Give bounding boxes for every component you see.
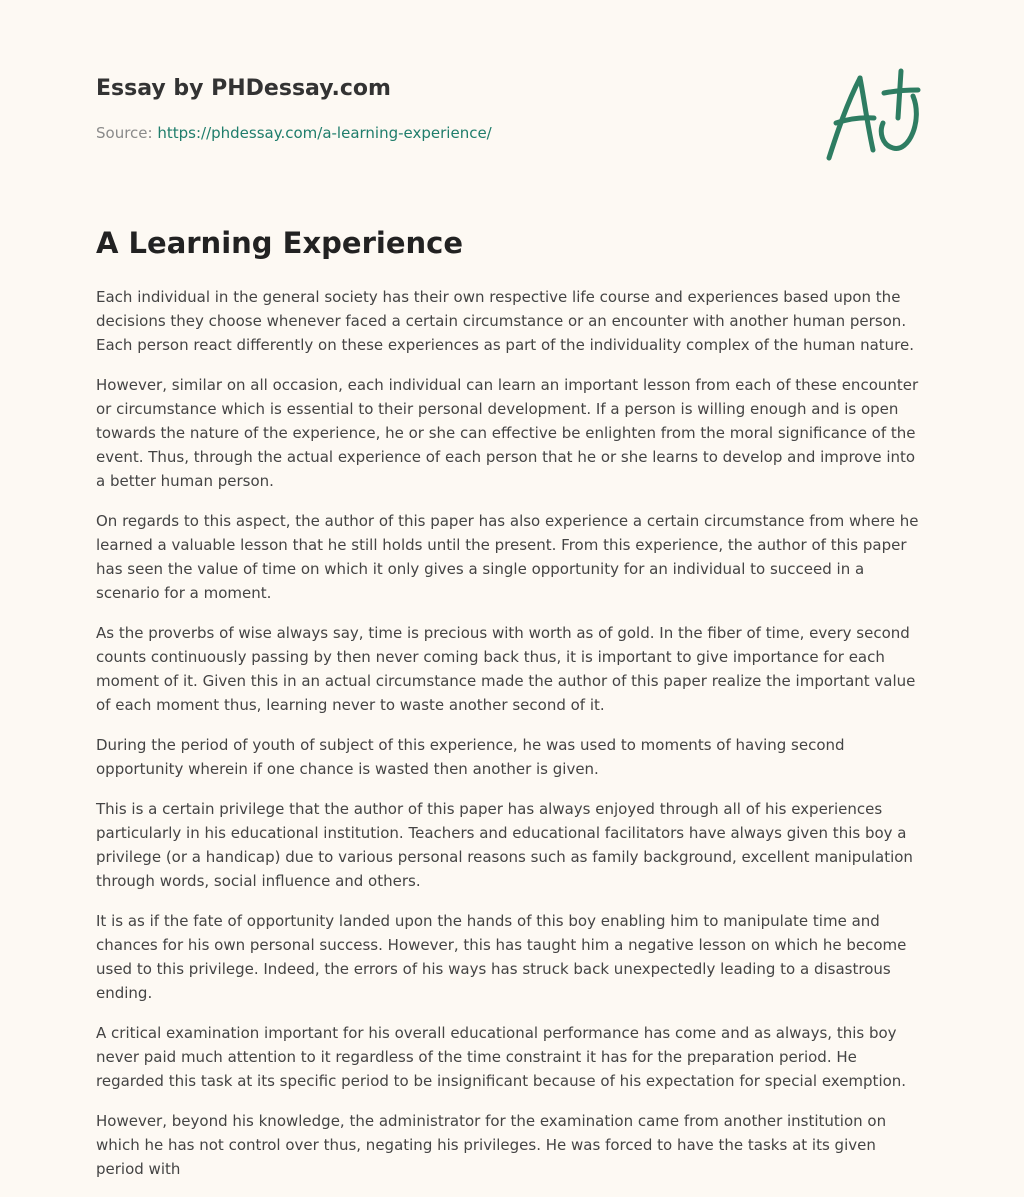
logo-plus-vertical xyxy=(898,71,901,118)
essay-paragraph: However, beyond his knowledge, the administrator for the examination came from another institution on which he has not control over thus, negating his privileges. He was forced to have the tasks at its given period with xyxy=(96,1112,887,1178)
essay-paragraph: Each individual in the general society has their own respective life course and experiences based upon the decisions they choose whenever faced a certain circumstance or an encounter with another human person. Each person react differently on these experiences as part of the individuality complex of the human nature. xyxy=(96,288,915,354)
essay-paragraph: During the period of youth of subject of this experience, he was used to moments of having second opportunity wherein if one chance is wasted then another is given. xyxy=(96,736,845,778)
source-link[interactable]: https://phdessay.com/a-learning-experience/ xyxy=(157,124,492,142)
essay-paragraph: A critical examination important for his overall educational performance has come and as always, this boy never paid much attention to it regardless of the time constraint it has for the preparation period. He regarded this task at its specific period to be insignificant because of his expectation for special exemption. xyxy=(96,1024,907,1090)
essay-body xyxy=(96,285,928,1197)
logo-plus-horizontal xyxy=(884,90,918,93)
essay-paragraph: On regards to this aspect, the author of this paper has also experience a certain circumstance from where he learned a valuable lesson that he still holds until the present. From this experience, the author of this paper has seen the value of time on which it only gives a single opportunity for an individual to succeed in a scenario for a moment. xyxy=(96,512,919,602)
source-line xyxy=(96,124,492,142)
essay-title: A Learning Experience xyxy=(96,226,464,260)
source-label: Source: xyxy=(96,124,153,142)
logo-a-right-stroke xyxy=(860,78,873,150)
site-title: Essay by PHDessay.com xyxy=(96,76,391,101)
a-plus-logo-icon xyxy=(822,68,926,166)
essay-paragraph: As the proverbs of wise always say, time is precious with worth as of gold. In the fiber of time, every second counts continuously passing by then never coming back thus, it is important to give importance for each moment of it. Given this in an actual circumstance made the author of this paper realize the important value of each moment thus, learning never to waste another second of it. xyxy=(96,624,916,714)
essay-paragraph: However, similar on all occasion, each individual can learn an important lesson from each of these encounter or circumstance which is essential to their personal development. If a person is willing enough and is open towards the nature of the experience, he or she can effective be enlighten from the moral significance of the event. Thus, through the actual experience of each person that he or she learns to develop and improve into a better human person. xyxy=(96,376,919,490)
essay-paragraph: This is a certain privilege that the author of this paper has always enjoyed through all of his experiences particularly in his educational institution. Teachers and educational facilitators have always given this boy a privilege (or a handicap) due to various personal reasons such as family background, excellent manipulation through words, social influence and others. xyxy=(96,800,913,890)
essay-paragraph: It is as if the fate of opportunity landed upon the hands of this boy enabling him to manipulate time and chances for his own personal success. However, this has taught him a negative lesson on which he become used to this privilege. Indeed, the errors of his ways has struck back unexpectedly leading to a disastrous ending. xyxy=(96,912,907,1002)
